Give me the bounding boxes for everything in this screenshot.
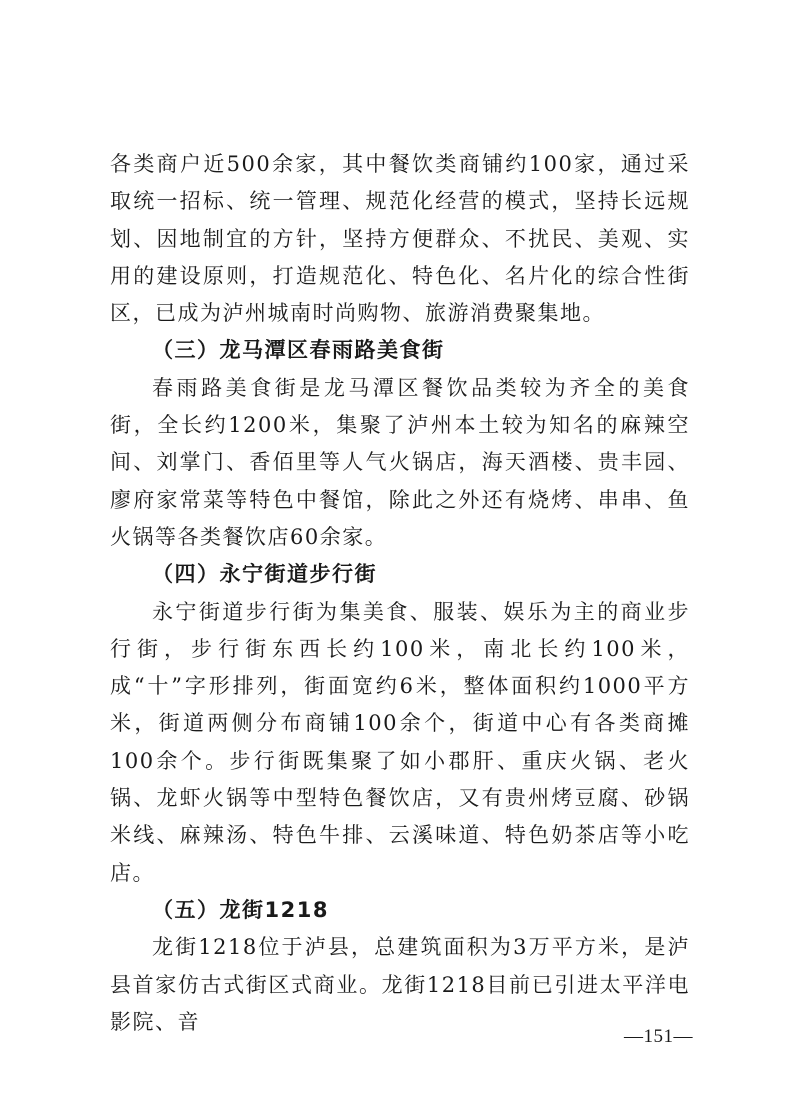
paragraph-longjie-1218: 龙街1218位于泸县，总建筑面积为3万平方米，是泸县首家仿古式街区式商业。龙街1218目前已引进太平洋电影院、音 — [110, 935, 690, 1034]
section-heading-5: （五）龙街1218 — [152, 897, 329, 922]
paragraph-yongning-street: 永宁街道步行街为集美食、服装、娱乐为主的商业步行街，步行街东西长约100米，南北长约100米，成“十”字形排列，街面宽约6米，整体面积约1000平方米，街道两侧分布商铺100余个，街道中心有各类商摊100余个。步行街既集聚了如小郡肝、重庆火锅、老火锅、龙虾火锅等中型特色餐饮店，又有贵州烤豆腐、砂锅米线、麻辣汤、特色牛排、云溪味道、特色奶茶店等小吃店。 — [110, 599, 690, 885]
paragraph-intro: 各类商户近500余家，其中餐饮类商铺约100家，通过采取统一招标、统一管理、规范化经营的模式，坚持长远规划、因地制宜的方针，坚持方便群众、不扰民、美观、实用的建设原则，打造规范化、特色化、名片化的综合性街区，已成为泸州城南时尚购物、旅游消费聚集地。 — [110, 152, 690, 326]
paragraph-chunyu-road: 春雨路美食街是龙马潭区餐饮品类较为齐全的美食街，全长约1200米，集聚了泸州本土较为知名的麻辣空间、刘掌门、香佰里等人气火锅店，海天酒楼、贵丰园、廖府家常菜等特色中餐馆，除此之外还有烧烤、串串、鱼火锅等各类餐饮店60余家。 — [110, 375, 690, 549]
section-heading-3: （三）龙马潭区春雨路美食街 — [152, 338, 445, 363]
document-body — [110, 146, 690, 1041]
section-heading-4: （四）永宁街道步行街 — [152, 562, 377, 587]
page-number: —151— — [624, 1026, 693, 1047]
